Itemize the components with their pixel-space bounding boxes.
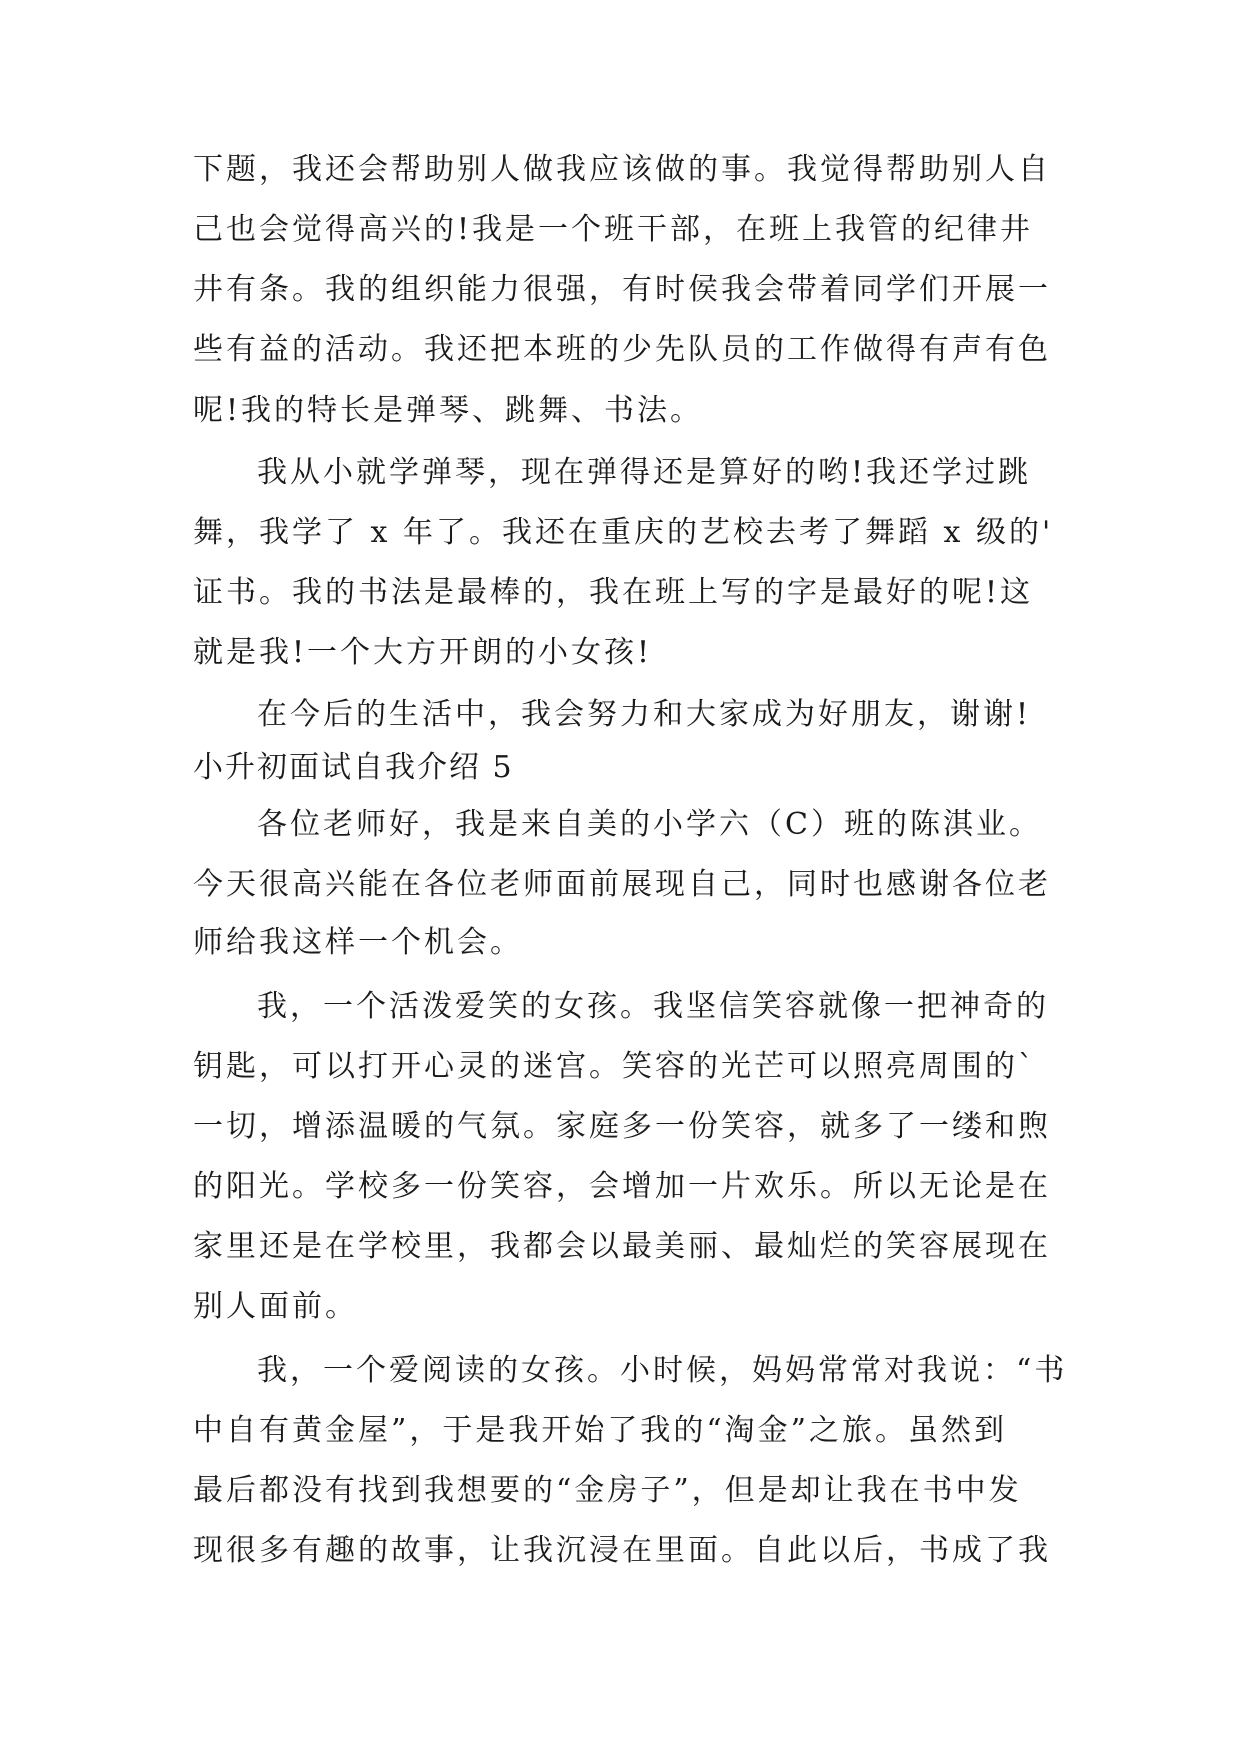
text-line: 家里还是在学校里，我都会以最美丽、最灿烂的笑容展现在: [193, 1229, 1051, 1264]
text-line: 一切，增添温暖的气氛。家庭多一份笑容，就多了一缕和煦: [193, 1109, 1051, 1144]
section-heading: 小升初面试自我介绍 5: [193, 750, 514, 785]
paragraph-first-line: 我从小就学弹琴，现在弹得还是算好的哟!我还学过跳: [257, 455, 1032, 490]
text-line: 些有益的活动。我还把本班的少先队员的工作做得有声有色: [193, 332, 1051, 367]
text-line: 别人面前。: [193, 1289, 358, 1324]
text-line: 证书。我的书法是最棒的，我在班上写的字是最好的呢!这: [193, 575, 1034, 610]
text-line: 中自有黄金屋”，于是我开始了我的“淘金”之旅。虽然到: [193, 1413, 1008, 1448]
text-line: 的阳光。学校多一份笑容，会增加一片欢乐。所以无论是在: [193, 1169, 1051, 1204]
text-line: 舞，我学了 x 年了。我还在重庆的艺校去考了舞蹈 x 级的': [193, 515, 1054, 550]
paragraph-first-line: 我，一个活泼爱笑的女孩。我坚信笑容就像一把神奇的: [257, 989, 1049, 1024]
text-line: 呢!我的特长是弹琴、跳舞、书法。: [193, 393, 704, 428]
text-line: 最后都没有找到我想要的“金房子”，但是却让我在书中发: [193, 1473, 1022, 1508]
text-line: 就是我!一个大方开朗的小女孩!: [193, 635, 653, 670]
text-line: 今天很高兴能在各位老师面前展现自己，同时也感谢各位老: [193, 867, 1051, 902]
text-line: 井有条。我的组织能力很强，有时侯我会带着同学们开展一: [193, 272, 1051, 307]
paragraph-first-line: 我，一个爱阅读的女孩。小时候，妈妈常常对我说：“书: [257, 1353, 1068, 1388]
text-line: 钥匙，可以打开心灵的迷宫。笑容的光芒可以照亮周围的`: [193, 1049, 1036, 1084]
paragraph-first-line: 在今后的生活中，我会努力和大家成为好朋友，谢谢!: [257, 697, 1032, 732]
text-line: 己也会觉得高兴的!我是一个班干部，在班上我管的纪律井: [193, 212, 1034, 247]
text-line: 现很多有趣的故事，让我沉浸在里面。自此以后，书成了我: [193, 1533, 1051, 1568]
text-line: 师给我这样一个机会。: [193, 925, 523, 960]
paragraph-first-line: 各位老师好，我是来自美的小学六（C）班的陈淇业。: [257, 807, 1042, 842]
text-line: 下题，我还会帮助别人做我应该做的事。我觉得帮助别人自: [193, 152, 1051, 187]
